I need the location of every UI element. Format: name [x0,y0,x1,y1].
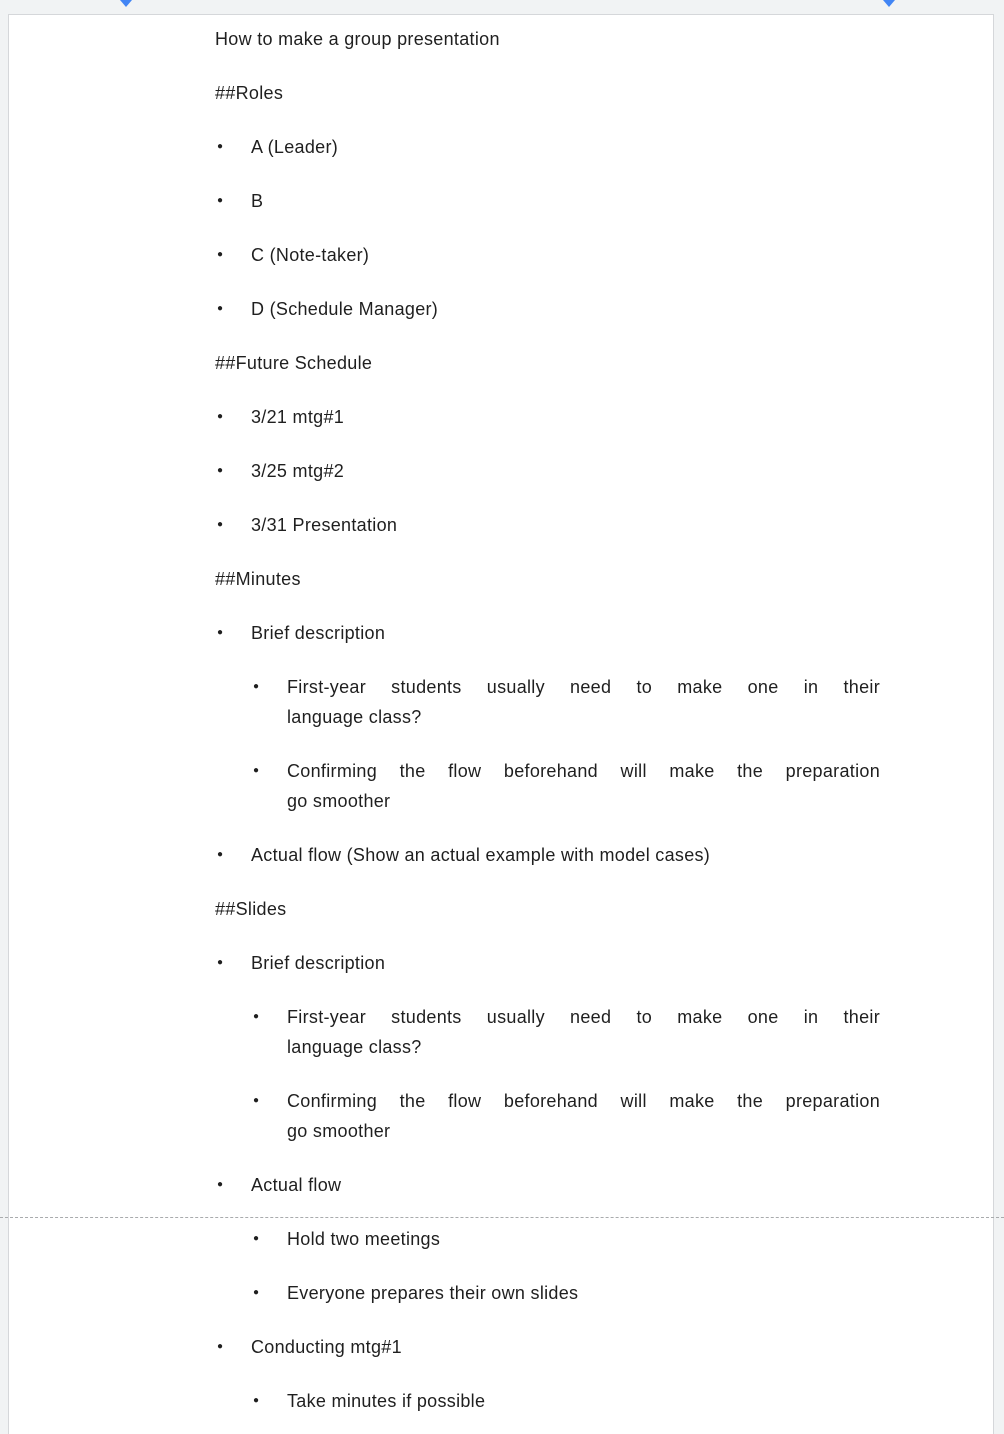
list-item-text[interactable]: 3/31 Presentation [251,515,398,535]
document-content [9,15,993,1416]
list-item-role-c[interactable] [215,240,880,270]
page-break-divider [0,1217,1004,1218]
indent-marker-left-icon[interactable] [120,0,132,7]
bullet-icon[interactable]: ● [253,765,260,776]
wrapped-line[interactable]: go smoother [287,791,391,811]
list-item-everyone-prepares[interactable] [251,1278,880,1308]
bullet-icon[interactable]: ● [253,1287,260,1298]
list-item-text[interactable]: Conducting mtg#1 [251,1337,402,1357]
list-item-text[interactable]: Take minutes if possible [287,1391,486,1411]
list-item-mtg1[interactable] [215,402,880,432]
wrapped-line[interactable]: language class? [287,707,422,727]
bullet-icon[interactable]: ● [217,411,224,422]
list-item-presentation[interactable] [215,510,880,540]
wrapped-line[interactable]: Confirming the flow beforehand will make the preparation [287,1091,880,1111]
list-item-text[interactable]: 3/21 mtg#1 [251,407,345,427]
bullet-icon[interactable]: ● [217,195,224,206]
list-item-conducting-mtg1[interactable] [215,1332,880,1362]
bullet-icon[interactable]: ● [253,1395,260,1406]
heading-minutes[interactable]: ##Minutes [215,569,301,589]
bullet-icon[interactable]: ● [253,1095,260,1106]
list-item-slides-sub1[interactable] [251,1002,880,1062]
list-item-text[interactable]: C (Note-taker) [251,245,370,265]
list-item-role-b[interactable] [215,186,880,216]
list-item-minutes-sub2[interactable] [251,756,880,816]
list-item-minutes-sub1[interactable] [251,672,880,732]
list-item-text[interactable]: Actual flow (Show an actual example with model cases) [251,845,711,865]
wrapped-line[interactable]: First-year students usually need to make one in their [287,1007,880,1027]
heading-future-schedule[interactable]: ##Future Schedule [215,353,373,373]
list-item-role-d[interactable] [215,294,880,324]
bullet-icon[interactable]: ● [217,519,224,530]
list-item-text[interactable]: Brief description [251,953,386,973]
list-item-role-a[interactable] [215,132,880,162]
document-page[interactable] [8,14,994,1434]
bullet-icon[interactable]: ● [253,1233,260,1244]
wrapped-line[interactable]: First-year students usually need to make one in their [287,677,880,697]
list-item-text[interactable] [287,1086,880,1146]
bullet-icon[interactable]: ● [217,303,224,314]
list-item-text[interactable]: A (Leader) [251,137,339,157]
wrapped-line[interactable]: go smoother [287,1121,391,1141]
indent-marker-right-icon[interactable] [883,0,895,7]
wrapped-line[interactable]: language class? [287,1037,422,1057]
bullet-icon[interactable]: ● [217,465,224,476]
bullet-icon[interactable]: ● [217,1179,224,1190]
list-item-text[interactable]: Brief description [251,623,386,643]
list-item-text[interactable]: Everyone prepares their own slides [287,1283,579,1303]
wrapped-line[interactable]: Confirming the flow beforehand will make the preparation [287,761,880,781]
list-item-text[interactable]: Hold two meetings [287,1229,441,1249]
bullet-icon[interactable]: ● [217,627,224,638]
heading-roles[interactable]: ##Roles [215,83,284,103]
bullet-icon[interactable]: ● [253,1011,260,1022]
list-item-slides-actual-flow[interactable] [215,1170,880,1200]
list-item-take-minutes[interactable] [251,1386,880,1416]
list-item-minutes-brief[interactable] [215,618,880,648]
doc-title[interactable]: How to make a group presentation [215,29,500,49]
bullet-icon[interactable]: ● [217,957,224,968]
list-item-text[interactable]: D (Schedule Manager) [251,299,439,319]
bullet-icon[interactable]: ● [253,681,260,692]
list-item-text[interactable]: 3/25 mtg#2 [251,461,345,481]
bullet-icon[interactable]: ● [217,849,224,860]
heading-slides[interactable]: ##Slides [215,899,287,919]
list-item-slides-sub2[interactable] [251,1086,880,1146]
bullet-icon[interactable]: ● [217,141,224,152]
list-item-mtg2[interactable] [215,456,880,486]
list-item-text[interactable] [287,756,880,816]
list-item-minutes-actual-flow[interactable] [215,840,880,870]
list-item-slides-brief[interactable] [215,948,880,978]
list-item-text[interactable] [287,1002,880,1062]
bullet-icon[interactable]: ● [217,1341,224,1352]
bullet-icon[interactable]: ● [217,249,224,260]
list-item-hold-two-meetings[interactable] [251,1224,880,1254]
list-item-text[interactable]: Actual flow [251,1175,342,1195]
list-item-text[interactable] [287,672,880,732]
list-item-text[interactable]: B [251,191,264,211]
